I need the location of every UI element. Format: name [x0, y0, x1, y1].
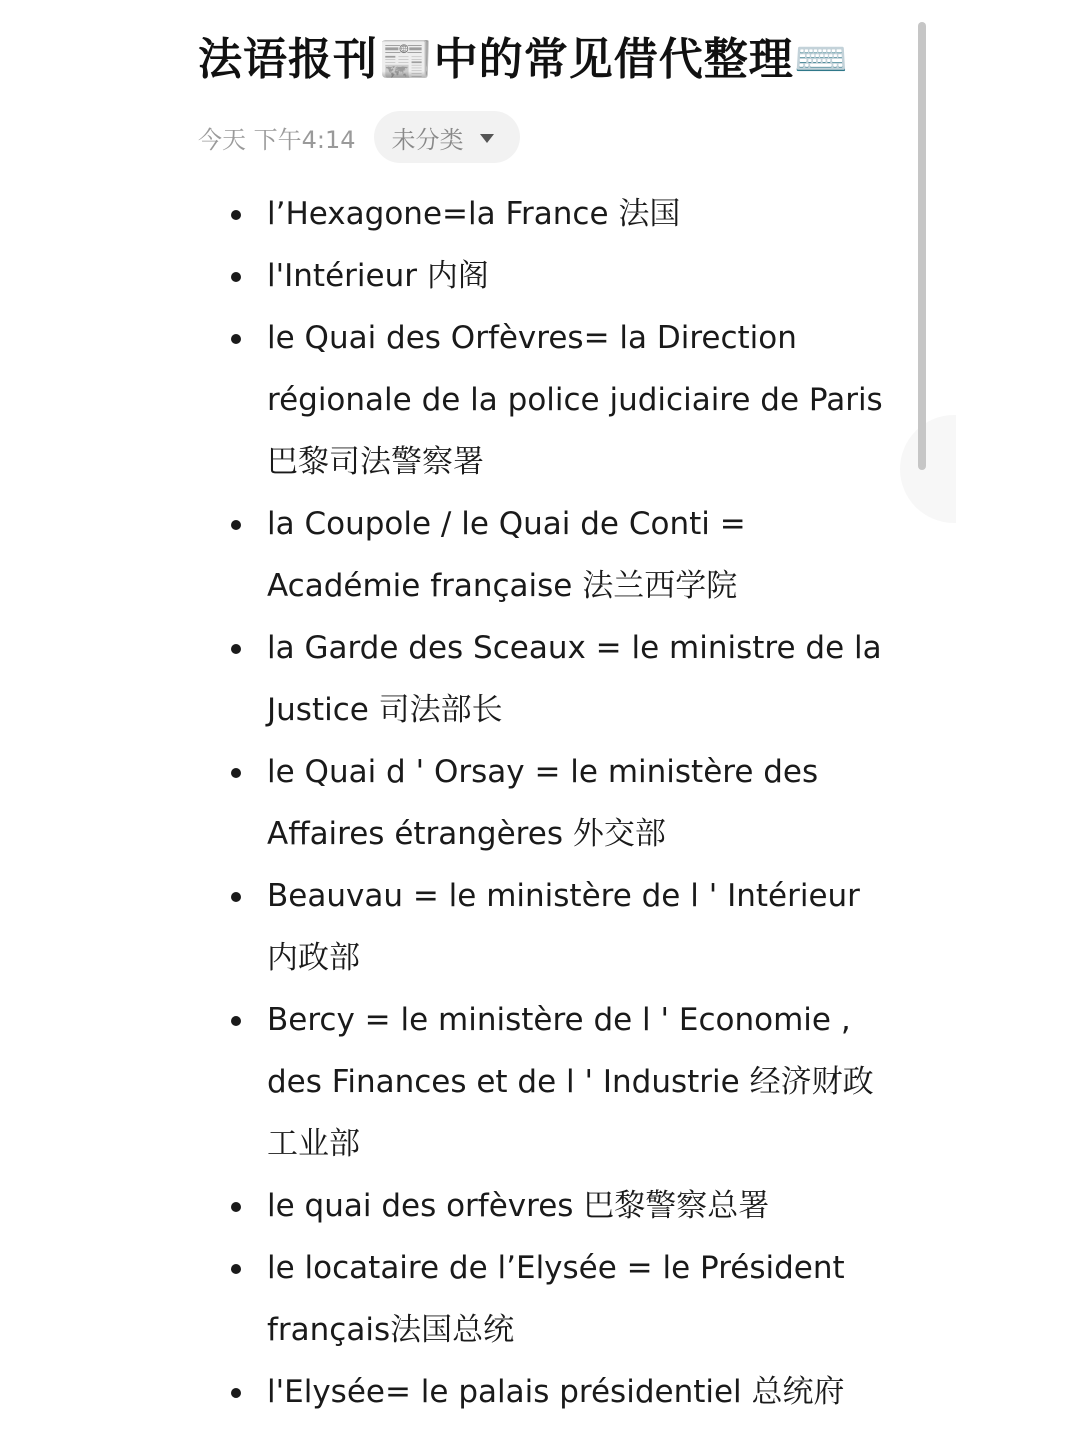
- category-dropdown[interactable]: [374, 111, 520, 163]
- list-item-text: l'Elysée= le palais présidentiel 总统府: [267, 1374, 845, 1410]
- list-item-text: la Garde des Sceaux = le ministre de la Justice 司法部长: [267, 630, 882, 728]
- bullet-icon: [231, 272, 241, 282]
- list-item[interactable]: [198, 1237, 898, 1361]
- bullet-icon: [231, 1388, 241, 1398]
- list-item-text: le quai des orfèvres 巴黎警察总署: [267, 1188, 770, 1224]
- list-item-text: le Quai des Orfèvres= la Direction régionale de la police judiciaire de Paris 巴黎司法警察署: [267, 320, 883, 480]
- list-item-text: l'Intérieur 内阁: [267, 258, 489, 294]
- bullet-icon: [231, 520, 241, 530]
- note-meta: [198, 111, 520, 163]
- list-item[interactable]: [198, 617, 898, 741]
- bullet-icon: [231, 334, 241, 344]
- bullet-icon: [231, 644, 241, 654]
- bullet-icon: [231, 892, 241, 902]
- list-item[interactable]: [198, 989, 898, 1175]
- list-item[interactable]: [198, 307, 898, 493]
- list-item-text: l’Hexagone=la France 法国: [267, 196, 681, 232]
- list-item[interactable]: [198, 183, 898, 245]
- list-item-text: Bercy = le ministère de l ' Economie , des Finances et de l ' Industrie 经济财政工业部: [267, 1002, 874, 1162]
- list-item-text: le Quai d ' Orsay = le ministère des Affaires étrangères 外交部: [267, 754, 819, 852]
- list-item[interactable]: [198, 865, 898, 989]
- list-item[interactable]: [198, 1175, 898, 1237]
- list-item-text: Beauvau = le ministère de l ' Intérieur 内政部: [267, 878, 860, 976]
- category-label: 未分类: [391, 125, 464, 154]
- caret-down-icon: [480, 134, 494, 143]
- list-item[interactable]: [198, 245, 898, 307]
- bullet-list[interactable]: [198, 183, 898, 1423]
- note-title[interactable]: 法语报刊📰中的常见借代整理⌨️: [198, 34, 850, 85]
- bullet-icon: [231, 1202, 241, 1212]
- list-item[interactable]: [198, 741, 898, 865]
- bullet-icon: [231, 1264, 241, 1274]
- list-item-text: la Coupole / le Quai de Conti = Académie française 法兰西学院: [267, 506, 746, 604]
- note-timestamp: 今天 下午4:14: [198, 125, 356, 154]
- list-item-text: le locataire de l’Elysée = le Président français法国总统: [267, 1250, 845, 1348]
- list-item[interactable]: [198, 493, 898, 617]
- scrollbar-thumb[interactable]: [918, 22, 926, 470]
- bullet-icon: [231, 1016, 241, 1026]
- bullet-icon: [231, 768, 241, 778]
- list-item[interactable]: [198, 1361, 898, 1423]
- bullet-icon: [231, 210, 241, 220]
